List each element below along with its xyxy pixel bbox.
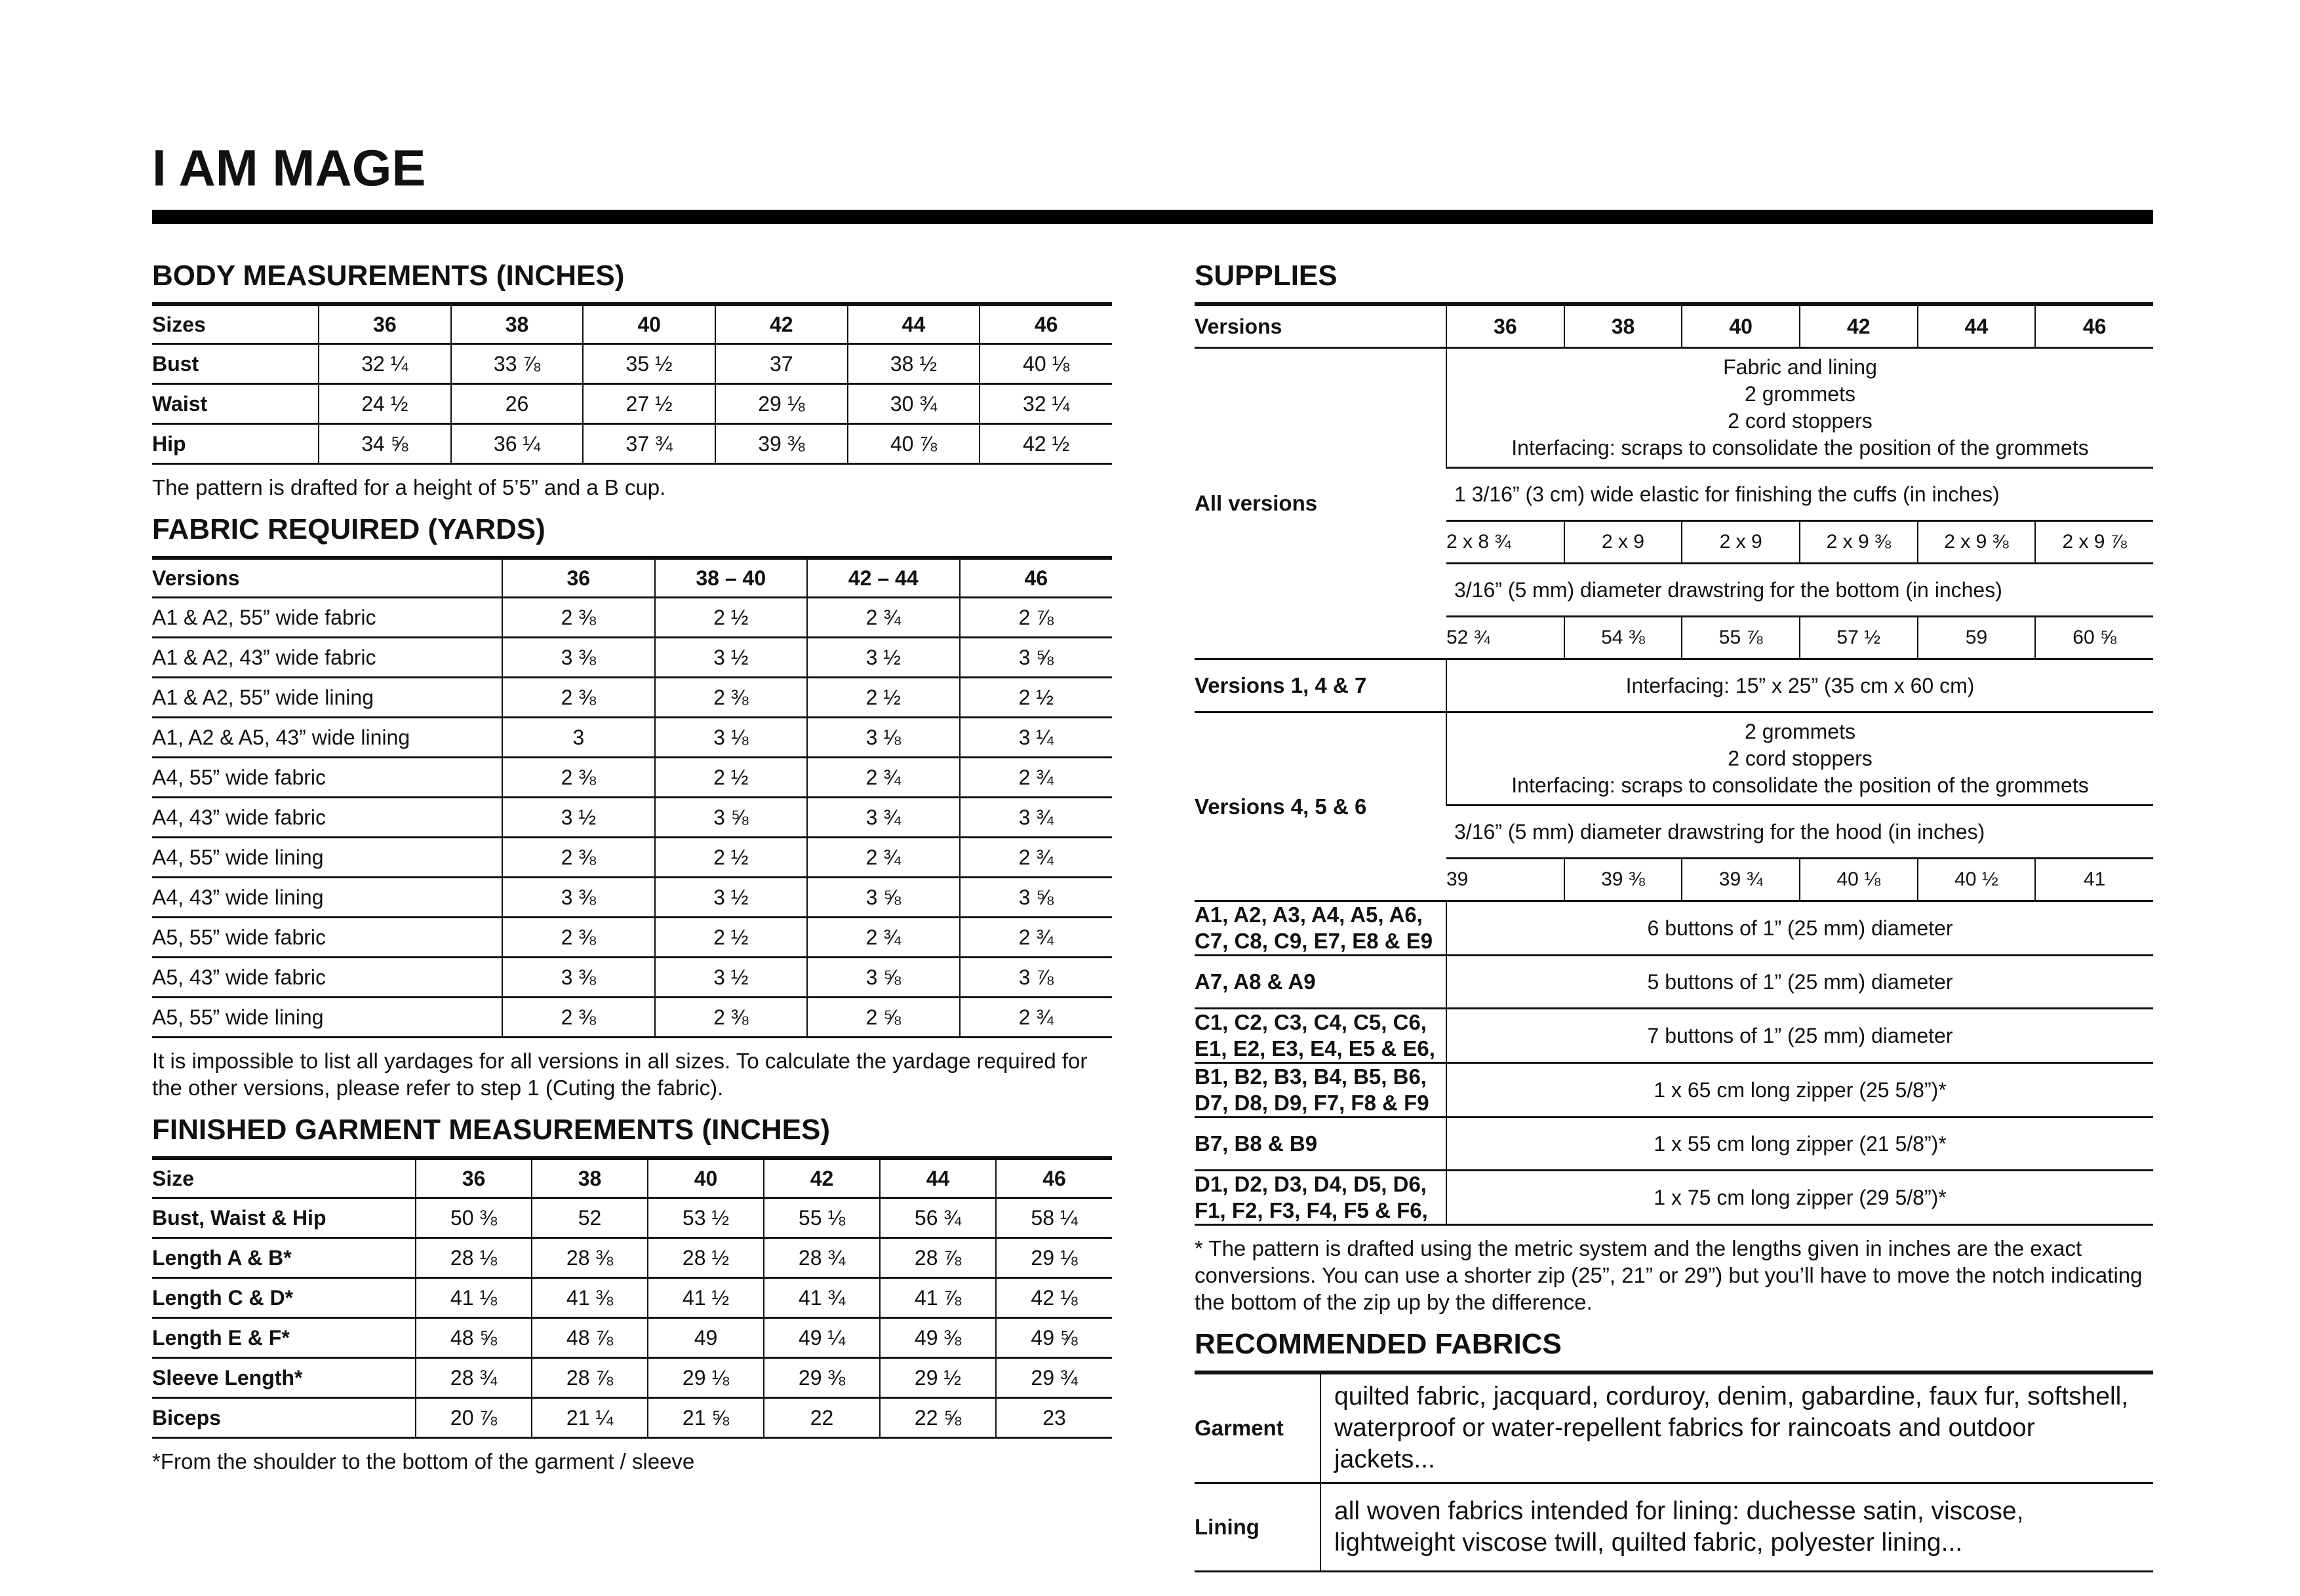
table-header-row [152,558,1112,598]
table-cell: 2 x 8 ¾ [1446,521,1564,564]
table-cell: 2 ¾ [807,918,960,958]
table-cell: 2 x 9 ⅞ [2035,521,2153,564]
table-cell: 55 ⅛ [764,1198,880,1238]
row-label-buttons-7 [1195,1009,1446,1063]
table-cell: 2 ¾ [807,598,960,638]
table-cell: 28 ⅜ [532,1238,648,1278]
table-header-row [1195,304,2153,348]
row-label: A1 & A2, 43” wide fabric [152,638,502,678]
header-cell: Versions [1195,304,1446,348]
buttons-5-description: 5 buttons of 1” (25 mm) diameter [1446,956,2153,1009]
row-label: A5, 55” wide lining [152,998,502,1038]
page-title: I AM MAGE [152,139,426,197]
table-row [152,1318,1112,1358]
table-cell: 52 [532,1198,648,1238]
table-cell: 2 ¾ [807,758,960,798]
table-cell: 39 ⅜ [715,424,848,464]
header-cell: 36 [502,558,655,598]
header-cell: 40 [583,304,715,344]
table-cell: 3 ¼ [960,718,1113,758]
table-cell: 36 ¼ [451,424,584,464]
table-cell: 22 [764,1398,880,1438]
table-row [1195,712,2153,806]
table-cell: 2 ⅞ [960,598,1113,638]
table-cell: 42 ½ [980,424,1112,464]
table-row [1195,956,2153,1009]
table-cell: 41 ⅛ [416,1278,532,1318]
table-cell: 23 [996,1398,1112,1438]
finished-measurements-table [152,1156,1112,1439]
table-cell: 39 ⅜ [1564,859,1682,901]
table-cell: 50 ⅜ [416,1198,532,1238]
table-cell: 21 ⅝ [648,1398,764,1438]
header-cell: 46 [996,1158,1112,1198]
table-cell: 28 ¾ [764,1238,880,1278]
table-row [1195,348,2153,468]
interfacing-description: Interfacing: 15” x 25” (35 cm x 60 cm) [1446,659,2153,712]
label-line: A1, A2, A3, A4, A5, A6, [1195,903,1423,927]
supply-line: 2 grommets [1745,382,1855,406]
table-cell: 49 [648,1318,764,1358]
table-cell: 35 ½ [583,344,715,384]
row-label: A4, 43” wide fabric [152,798,502,838]
supply-line: 2 grommets [1745,720,1855,743]
table-cell: 33 ⅞ [451,344,584,384]
table-cell: 2 ⅜ [502,758,655,798]
table-cell: 2 ½ [960,678,1113,718]
garment-fabrics-text: quilted fabric, jacquard, corduroy, denim, gabardine, faux fur, softshell, waterproof or water-repellent fabrics for raincoats and outdoor jackets... [1320,1372,2153,1483]
table-cell: 3 ½ [655,958,808,998]
zipper-65-description: 1 x 65 cm long zipper (25 5/8”)* [1446,1063,2153,1118]
table-row [152,1198,1112,1238]
table-cell: 60 ⅝ [2035,617,2153,659]
table-cell: 29 ⅛ [648,1358,764,1398]
table-row [152,798,1112,838]
table-row [152,758,1112,798]
label-line: F1, F2, F3, F4, F5 & F6, [1195,1198,1428,1222]
row-label: Bust, Waist & Hip [152,1198,416,1238]
table-cell: 21 ¼ [532,1398,648,1438]
row-label: Waist [152,384,319,424]
table-cell: 29 ⅜ [764,1358,880,1398]
table-cell: 2 ¾ [960,838,1113,878]
table-cell: 3 ⅝ [960,878,1113,918]
table-cell: 3 ⅝ [807,958,960,998]
table-cell: 3 ½ [655,878,808,918]
table-cell: 27 ½ [583,384,715,424]
row-label: Length A & B* [152,1238,416,1278]
table-cell: 41 ⅞ [880,1278,996,1318]
header-cell: 38 [451,304,584,344]
table-cell: 37 [715,344,848,384]
table-cell: 3 ½ [502,798,655,838]
table-row [1195,659,2153,712]
table-row [152,838,1112,878]
table-row [152,718,1112,758]
drawstring-hood-description: 3/16” (5 mm) diameter drawstring for the hood (in inches) [1446,806,2153,859]
fabric-required-heading: FABRIC REQUIRED (YARDS) [152,513,545,545]
table-cell: 29 ⅛ [715,384,848,424]
header-cell: 36 [416,1158,532,1198]
table-cell: 3 ⅜ [502,958,655,998]
table-cell: 28 ⅞ [880,1238,996,1278]
buttons-6-description: 6 buttons of 1” (25 mm) diameter [1446,901,2153,956]
table-cell: 3 ⅜ [502,878,655,918]
table-row [152,1278,1112,1318]
header-cell: 36 [1446,304,1564,348]
row-label: Length E & F* [152,1318,416,1358]
supplies-table [1195,302,2153,1226]
table-row [152,1358,1112,1398]
table-cell: 29 ½ [880,1358,996,1398]
table-cell: 22 ⅝ [880,1398,996,1438]
table-cell: 41 ⅜ [532,1278,648,1318]
table-cell: 2 ½ [807,678,960,718]
table-cell: 37 ¾ [583,424,715,464]
table-cell: 3 ⅝ [655,798,808,838]
table-cell: 2 ⅜ [655,678,808,718]
table-cell: 2 ¾ [960,758,1113,798]
body-measurements-heading: BODY MEASUREMENTS (INCHES) [152,260,625,292]
row-label: Sleeve Length* [152,1358,416,1398]
table-cell: 20 ⅞ [416,1398,532,1438]
label-line: B1, B2, B3, B4, B5, B6, [1195,1064,1427,1089]
row-label: Bust [152,344,319,384]
table-cell: 3 ¾ [960,798,1113,838]
row-label: A5, 43” wide fabric [152,958,502,998]
table-cell: 2 ½ [655,758,808,798]
table-cell: 41 ½ [648,1278,764,1318]
left-column [152,259,1112,1487]
table-cell: 32 ¼ [319,344,451,384]
table-cell: 2 ⅜ [502,998,655,1038]
versions-4-5-6-materials [1446,712,2153,806]
table-cell: 40 ⅛ [980,344,1112,384]
supply-line: 2 cord stoppers [1728,747,1873,770]
table-cell: 49 ⅝ [996,1318,1112,1358]
table-cell: 34 ⅝ [319,424,451,464]
header-cell: 42 [715,304,848,344]
table-cell: 3 ⅝ [960,638,1113,678]
table-header-row [152,304,1112,344]
header-cell: 44 [880,1158,996,1198]
table-row [152,384,1112,424]
table-cell: 3 ⅜ [502,638,655,678]
table-cell: 30 ¾ [848,384,980,424]
table-cell: 2 ⅜ [655,998,808,1038]
header-cell: 42 – 44 [807,558,960,598]
title-divider-bar [152,210,2153,224]
table-row [152,344,1112,384]
table-cell: 3 ¾ [807,798,960,838]
row-label-garment: Garment [1195,1372,1320,1483]
table-cell: 40 ½ [1918,859,2036,901]
table-cell: 55 ⅞ [1682,617,1800,659]
row-label-zipper-55: B7, B8 & B9 [1195,1118,1446,1171]
table-header-row [152,1158,1112,1198]
table-cell: 2 ⅜ [502,598,655,638]
table-cell: 28 ⅞ [532,1358,648,1398]
finished-measurements-note: *From the shoulder to the bottom of the garment / sleeve [152,1449,695,1473]
supplies-heading: SUPPLIES [1195,260,1338,292]
table-cell: 42 ⅛ [996,1278,1112,1318]
table-cell: 3 ⅝ [807,878,960,918]
elastic-description: 1 3/16” (3 cm) wide elastic for finishing the cuffs (in inches) [1446,468,2153,521]
supply-line: Interfacing: scraps to consolidate the position of the grommets [1511,436,2089,459]
table-cell: 2 ½ [655,838,808,878]
label-line: D7, D8, D9, F7, F8 & F9 [1195,1091,1429,1115]
table-cell: 2 x 9 ⅜ [1800,521,1918,564]
table-cell: 2 ½ [655,598,808,638]
table-cell: 2 ½ [655,918,808,958]
drawstring-bottom-description: 3/16” (5 mm) diameter drawstring for the bottom (in inches) [1446,564,2153,617]
table-cell: 59 [1918,617,2036,659]
table-cell: 3 ⅞ [960,958,1113,998]
table-cell: 2 ⅜ [502,678,655,718]
row-label: A4, 55” wide fabric [152,758,502,798]
buttons-7-description: 7 buttons of 1” (25 mm) diameter [1446,1009,2153,1063]
label-line: C7, C8, C9, E7, E8 & E9 [1195,929,1433,953]
row-label-versions-4-5-6: Versions 4, 5 & 6 [1195,712,1446,901]
table-cell: 40 ⅛ [1800,859,1918,901]
fabric-required-table [152,556,1112,1038]
table-row [1195,1171,2153,1225]
header-cell: 36 [319,304,451,344]
table-cell: 28 ⅛ [416,1238,532,1278]
table-cell: 49 ⅜ [880,1318,996,1358]
table-cell: 2 x 9 [1564,521,1682,564]
header-cell: 40 [1682,304,1800,348]
table-cell: 39 ¾ [1682,859,1800,901]
table-cell: 39 [1446,859,1564,901]
supplies-note: * The pattern is drafted using the metric system and the lengths given in inches are the exact conversions. You can use a shorter zip (25”, 21” or 29”) but you’ll have to move the notch indicating the bottom of the zip up by the difference. [1195,1236,2143,1314]
table-cell: 54 ⅜ [1564,617,1682,659]
row-label-buttons-6 [1195,901,1446,956]
table-cell: 58 ¼ [996,1198,1112,1238]
supply-line: Interfacing: scraps to consolidate the position of the grommets [1511,773,2089,797]
table-row [152,878,1112,918]
row-label-zipper-75 [1195,1171,1446,1225]
body-measurements-note: The pattern is drafted for a height of 5’5” and a B cup. [152,475,666,499]
table-cell: 28 ½ [648,1238,764,1278]
table-row [152,918,1112,958]
table-cell: 2 ¾ [807,838,960,878]
table-cell: 2 x 9 [1682,521,1800,564]
row-label: A4, 43” wide lining [152,878,502,918]
table-cell: 40 ⅞ [848,424,980,464]
table-row [152,638,1112,678]
table-cell: 2 x 9 ⅜ [1918,521,2036,564]
header-cell: 42 [1800,304,1918,348]
table-row [1195,1372,2153,1483]
row-label: Biceps [152,1398,416,1438]
header-cell: 46 [980,304,1112,344]
label-line: E1, E2, E3, E4, E5 & E6, [1195,1036,1435,1061]
table-row [1195,901,2153,956]
recommended-fabrics-table [1195,1371,2153,1572]
table-row [1195,1009,2153,1063]
header-cell: 38 [532,1158,648,1198]
all-versions-materials [1446,348,2153,468]
lining-fabrics-text: all woven fabrics intended for lining: duchesse satin, viscose, lightweight viscose twill, quilted fabric, polyester lining... [1320,1483,2153,1572]
label-line: C1, C2, C3, C4, C5, C6, [1195,1010,1427,1034]
table-cell: 3 [502,718,655,758]
zipper-55-description: 1 x 55 cm long zipper (21 5/8”)* [1446,1118,2153,1171]
table-cell: 3 ⅛ [807,718,960,758]
table-cell: 29 ¾ [996,1358,1112,1398]
header-cell: 46 [960,558,1113,598]
table-cell: 26 [451,384,584,424]
table-cell: 41 [2035,859,2153,901]
table-row [152,598,1112,638]
fabric-required-note: It is impossible to list all yardages for all versions in all sizes. To calculate the yardage required for the other versions, please refer to step 1 (Cuting the fabric). [152,1049,1088,1100]
row-label: A1, A2 & A5, 43” wide lining [152,718,502,758]
table-cell: 38 ½ [848,344,980,384]
table-row [152,998,1112,1038]
supply-line: Fabric and lining [1723,355,1877,379]
table-row [152,678,1112,718]
row-label: A5, 55” wide fabric [152,918,502,958]
finished-measurements-heading: FINISHED GARMENT MEASUREMENTS (INCHES) [152,1114,831,1146]
header-cell: 42 [764,1158,880,1198]
header-cell: 40 [648,1158,764,1198]
table-cell: 2 ¾ [960,918,1113,958]
table-cell: 3 ½ [655,638,808,678]
header-cell: 38 – 40 [655,558,808,598]
table-cell: 53 ½ [648,1198,764,1238]
row-label: A1 & A2, 55” wide lining [152,678,502,718]
table-row [152,958,1112,998]
header-cell: Sizes [152,304,319,344]
table-cell: 24 ½ [319,384,451,424]
table-row [152,424,1112,464]
table-row [152,1398,1112,1438]
row-label: A1 & A2, 55” wide fabric [152,598,502,638]
table-cell: 49 ¼ [764,1318,880,1358]
table-cell: 2 ⅝ [807,998,960,1038]
table-cell: 48 ⅝ [416,1318,532,1358]
header-cell: Size [152,1158,416,1198]
right-column [1195,259,2153,1572]
row-label: A4, 55” wide lining [152,838,502,878]
row-label-versions-1-4-7: Versions 1, 4 & 7 [1195,659,1446,712]
table-row [152,1238,1112,1278]
table-cell: 3 ⅛ [655,718,808,758]
header-cell: 46 [2035,304,2153,348]
row-label-zipper-65 [1195,1063,1446,1118]
row-label: Hip [152,424,319,464]
row-label-lining: Lining [1195,1483,1320,1572]
header-cell: 44 [848,304,980,344]
table-cell: 29 ⅛ [996,1238,1112,1278]
recommended-fabrics-heading: RECOMMENDED FABRICS [1195,1328,1562,1360]
supply-line: 2 cord stoppers [1728,409,1873,433]
table-cell: 28 ¾ [416,1358,532,1398]
header-cell: Versions [152,558,502,598]
table-row [1195,1483,2153,1572]
table-cell: 56 ¾ [880,1198,996,1238]
table-cell: 3 ½ [807,638,960,678]
row-label: Length C & D* [152,1278,416,1318]
table-row [1195,1118,2153,1171]
label-line: D1, D2, D3, D4, D5, D6, [1195,1172,1427,1196]
table-row [1195,1063,2153,1118]
body-measurements-table [152,302,1112,465]
table-cell: 48 ⅞ [532,1318,648,1358]
table-cell: 41 ¾ [764,1278,880,1318]
row-label-all-versions: All versions [1195,348,1446,659]
header-cell: 38 [1564,304,1682,348]
table-cell: 2 ⅜ [502,838,655,878]
table-cell: 2 ¾ [960,998,1113,1038]
header-cell: 44 [1918,304,2036,348]
table-cell: 57 ½ [1800,617,1918,659]
zipper-75-description: 1 x 75 cm long zipper (29 5/8”)* [1446,1171,2153,1225]
table-cell: 2 ⅜ [502,918,655,958]
table-cell: 32 ¼ [980,384,1112,424]
table-cell: 52 ¾ [1446,617,1564,659]
row-label-buttons-5: A7, A8 & A9 [1195,956,1446,1009]
